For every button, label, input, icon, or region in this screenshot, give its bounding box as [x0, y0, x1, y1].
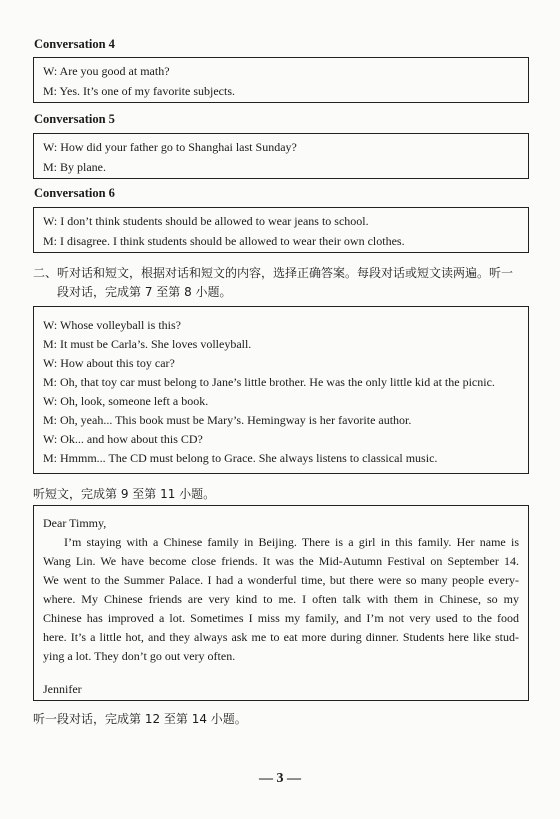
- next-instruction: 听一段对话，完成第 12 至第 14 小题。: [33, 712, 247, 726]
- dialogue-line: W: I don’t think students should be allowed to wear jeans to school.: [43, 214, 369, 228]
- dialogue-line: M: I disagree. I think students should be allowed to wear their own clothes.: [43, 234, 405, 248]
- letter-line: I’m staying with a Chinese family in Beijing. There is a girl in this family. Her name is: [64, 535, 519, 549]
- dialogue-line: M: Oh, yeah... This book must be Mary’s. Hemingway is her favorite author.: [43, 413, 412, 427]
- conversation-4-box: [33, 57, 529, 103]
- letter-line: where. My Chinese friends are very kind to me. I often talk with them in Chinese, so my: [43, 592, 519, 606]
- letter-line: here. It’s a little hot, and they always ask me to eat more during dinner. Students here like stud-: [43, 630, 519, 644]
- letter-line: Chinese has improved a lot. Sometimes I miss my family, and I’m not very used to the food: [43, 611, 519, 625]
- dialogue-box: [33, 306, 529, 474]
- dialogue-line: M: Hmmm... The CD must belong to Grace. She always listens to classical music.: [43, 451, 438, 465]
- dialogue-line: W: Ok... and how about this CD?: [43, 432, 203, 446]
- dialogue-line: M: Oh, that toy car must belong to Jane’s little brother. He was the only little kid at the picnic.: [43, 375, 495, 389]
- section-2-instruction-cont: 段对话，完成第 7 至第 8 小题。: [57, 285, 232, 299]
- section-2-instruction: 二、听对话和短文，根据对话和短文的内容，选择正确答案。每段对话或短文读两遍。听一: [33, 266, 514, 280]
- letter-signature: Jennifer: [43, 682, 82, 696]
- dialogue-line: W: How did your father go to Shanghai last Sunday?: [43, 140, 297, 154]
- dialogue-line: M: It must be Carla’s. She loves volleyball.: [43, 337, 252, 351]
- dialogue-line: W: Oh, look, someone left a book.: [43, 394, 209, 408]
- dialogue-line: M: By plane.: [43, 160, 106, 174]
- conversation-6-title: Conversation 6: [34, 186, 115, 200]
- letter-greeting: Dear Timmy,: [43, 516, 107, 530]
- conversation-5-title: Conversation 5: [34, 112, 115, 126]
- letter-line: Wang Lin. We have become close friends. It was the Mid-Autumn Festival on September 14.: [43, 554, 519, 568]
- dialogue-line: W: How about this toy car?: [43, 356, 175, 370]
- letter-box: [33, 505, 529, 701]
- dialogue-line: M: Yes. It’s one of my favorite subjects.: [43, 84, 235, 98]
- page-number: — 3 —: [259, 771, 301, 786]
- conversation-4-title: Conversation 4: [34, 37, 115, 51]
- conversation-5-box: [33, 133, 529, 179]
- passage-instruction: 听短文，完成第 9 至第 11 小题。: [33, 487, 216, 501]
- dialogue-line: W: Whose volleyball is this?: [43, 318, 181, 332]
- conversation-6-box: [33, 207, 529, 253]
- letter-line: ying a lot. They don’t go out very often.: [43, 649, 236, 663]
- letter-line: We went to the Summer Palace. I had a wonderful time, but there were so many people every-: [43, 573, 519, 587]
- dialogue-line: W: Are you good at math?: [43, 64, 170, 78]
